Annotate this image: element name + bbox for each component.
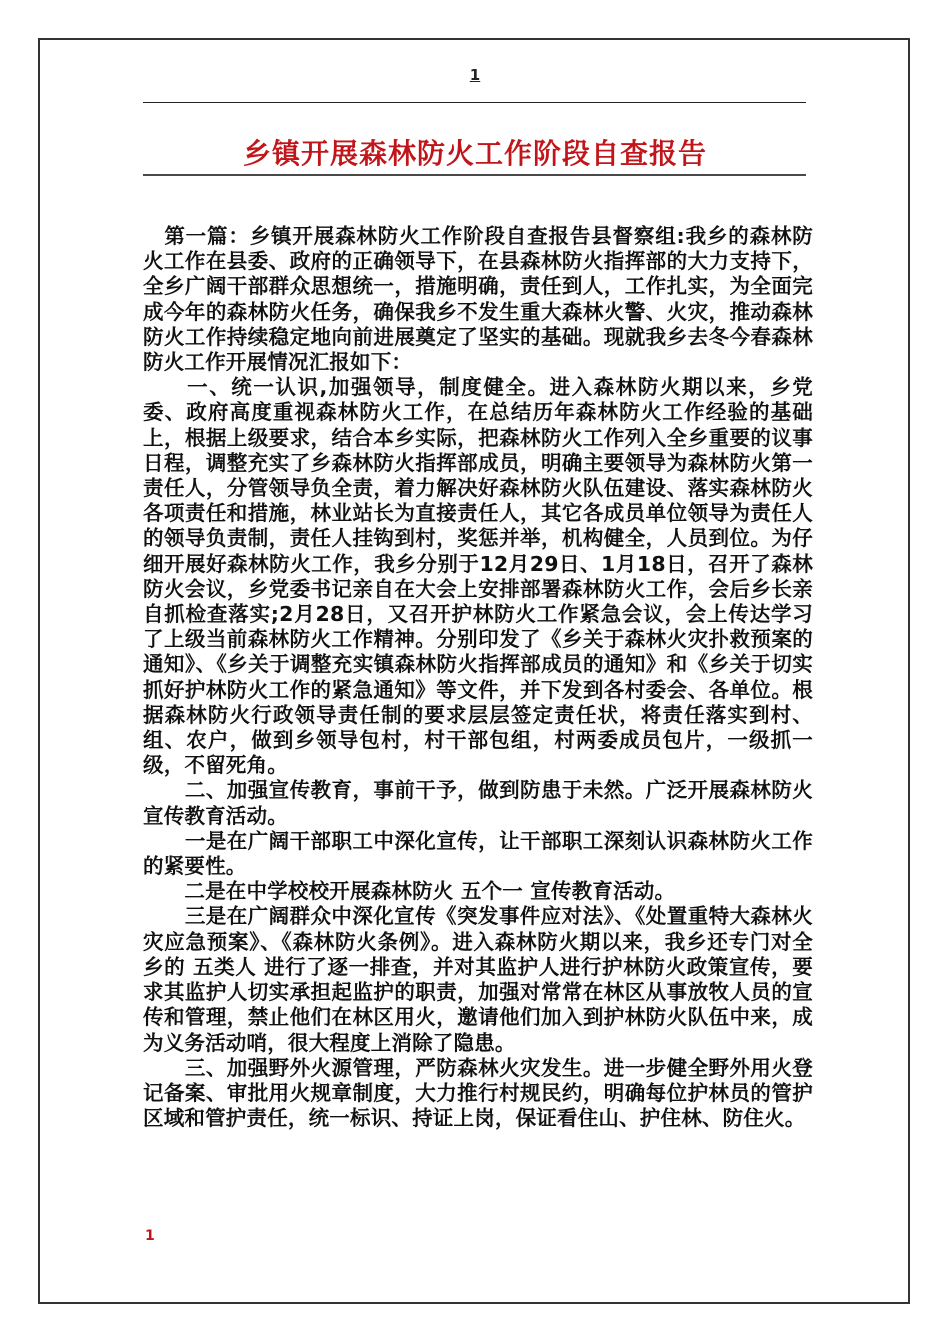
paragraph-section-3: 三、加强野外火源管理，严防森林火灾发生。进一步健全野外用火登记备案、审批用火规章制度，大力推行村规民约，明确每位护林员的管护区域和管护责任，统一标识、持证上岗，保证看住山、护住林、防住火。 [143,1055,813,1131]
header-page-number: 1 [469,66,481,84]
paragraph-section-2: 二、加强宣传教育，事前干予，做到防患于未然。广泛开展森林防火宣传教育活动。 [143,778,813,828]
header-divider [143,102,806,103]
paragraph-item-2: 二是在中学校校开展森林防火 五个一 宣传教育活动。 [143,879,676,904]
title-divider [143,174,806,176]
paragraph-intro: 第一篇：乡镇开展森林防火工作阶段自查报告县督察组:我乡的森林防火工作在县委、政府的正确领导下，在县森林防火指挥部的大力支持下，全乡广阔干部群众思想统一，措施明确，责任到人，工作扎实，为全面完成今年的森林防火任务，确保我乡不发生重大森林火警、火灾，推动森林防火工作持续稳定地向前进展奠定了坚实的基础。现就我乡去冬今春森林防火工作开展情况汇报如下： [143,224,813,375]
paragraph-item-3: 三是在广阔群众中深化宣传《突发事件应对法》、《处置重特大森林火灾应急预案》、《森林防火条例》。进入森林防火期以来，我乡还专门对全乡的 五类人 进行了逐一排查，并对其监护人进行护林防火政策宣传，要求其监护人切实承担起监护的职责，加强对常常在林区从事放牧人员的宣传和管理，禁止他们在林区用火，邀请他们加入到护林防火队伍中来，成为义务活动哨，很大程度上消除了隐患。 [143,904,813,1055]
document-title: 乡镇开展森林防火工作阶段自查报告 [242,137,707,170]
document-body [143,224,813,1131]
paragraph-item-1: 一是在广阔干部职工中深化宣传，让干部职工深刻认识森林防火工作的紧要性。 [143,828,813,879]
paragraph-section-1: 一、统一认识,加强领导，制度健全。进入森林防火期以来，乡党委、政府高度重视森林防火工作，在总结历年森林防火工作经验的基础上，根据上级要求，结合本乡实际，把森林防火工作列入全乡重要的议事日程，调整充实了乡森林防火指挥部成员，明确主要领导为森林防火第一责任人，分管领导负全责，着力解决好森林防火队伍建设、落实森林防火各项责任和措施，林业站长为直接责任人，其它各成员单位领导为责任人的领导负责制，责任人挂钩到村，奖惩并举，机构健全，人员到位。为仔细开展好森林防火工作，我乡分别于12月29日、1月18日，召开了森林防火会议，乡党委书记亲自在大会上安排部署森林防火工作，会后乡长亲自抓检查落实;2月28日，又召开护林防火工作紧急会议，会上传达学习了上级当前森林防火工作精神。分别印发了《乡关于森林火灾扑救预案的通知》、《乡关于调整充实镇森林防火指挥部成员的通知》和《乡关于切实抓好护林防火工作的紧急通知》等文件，并下发到各村委会、各单位。根据森林防火行政领导责任制的要求层层签定责任状，将责任落实到村、组、农户，做到乡领导包村，村干部包组，村两委成员包片，一级抓一级，不留死角。 [143,375,813,778]
footer-page-number: 1 [145,1228,155,1244]
